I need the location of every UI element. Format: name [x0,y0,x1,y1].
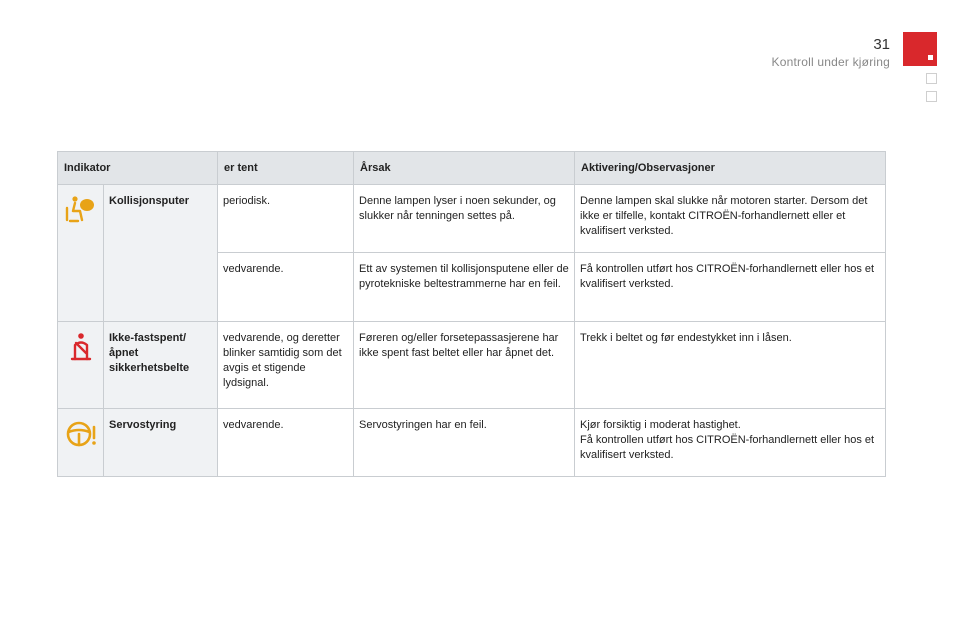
cause-cell: Føreren og/eller forsetepassasjerene har ikke spent fast beltet eller har åpnet det. [354,322,575,409]
action-line: Kjør forsiktig i moderat hastighet. [580,419,741,431]
action-cell [575,409,886,477]
state-cell: periodisk. [218,185,354,253]
indicator-table [57,151,886,477]
cause-cell: Denne lampen lyser i noen sekunder, og slukker når tenningen settes på. [354,185,575,253]
action-cell: Trekk i beltet og før endestykket inn i låsen. [575,322,886,409]
table-row [58,322,886,409]
power-steering-warning-icon [65,418,97,450]
nav-box-1[interactable] [926,73,937,84]
header-state: er tent [218,152,354,185]
cause-cell: Servostyringen har en feil. [354,409,575,477]
airbag-warning-icon [65,194,97,226]
indicator-name: Ikke-fastspent/ åpnet sikkerhetsbelte [104,322,218,409]
action-cell: Få kontrollen utført hos CITROËN-forhandlernett eller hos et kvalifisert verksted. [575,253,886,322]
state-cell: vedvarende, og deretter blinker samtidig som det avgis et stigende lydsignal. [218,322,354,409]
nav-box-2[interactable] [926,91,937,102]
header-action: Aktivering/Observasjoner [575,152,886,185]
action-line: Få kontrollen utført hos CITROËN-forhandlernett eller hos et kvalifisert verksted. [580,434,875,461]
table-row [58,185,886,253]
table-header-row [58,152,886,185]
state-cell: vedvarende. [218,409,354,477]
icon-cell [58,409,104,477]
icon-cell [58,185,104,322]
page-number: 31 [873,36,890,53]
table-row [58,409,886,477]
header-indicator: Indikator [58,152,218,185]
indicator-name: Servostyring [104,409,218,477]
chapter-tab-marker [928,55,933,60]
chapter-tab[interactable] [903,32,937,66]
section-title: Kontroll under kjøring [771,55,890,69]
indicator-name: Kollisjonsputer [104,185,218,322]
header-cause: Årsak [354,152,575,185]
action-cell: Denne lampen skal slukke når motoren starter. Dersom det ikke er tilfelle, kontakt CITROËN-forhandlernett eller et kvalifisert verksted. [575,185,886,253]
icon-cell [58,322,104,409]
state-cell: vedvarende. [218,253,354,322]
cause-cell: Ett av systemen til kollisjonsputene eller de pyrotekniske beltestrammerne har en feil. [354,253,575,322]
seatbelt-warning-icon [65,331,97,363]
